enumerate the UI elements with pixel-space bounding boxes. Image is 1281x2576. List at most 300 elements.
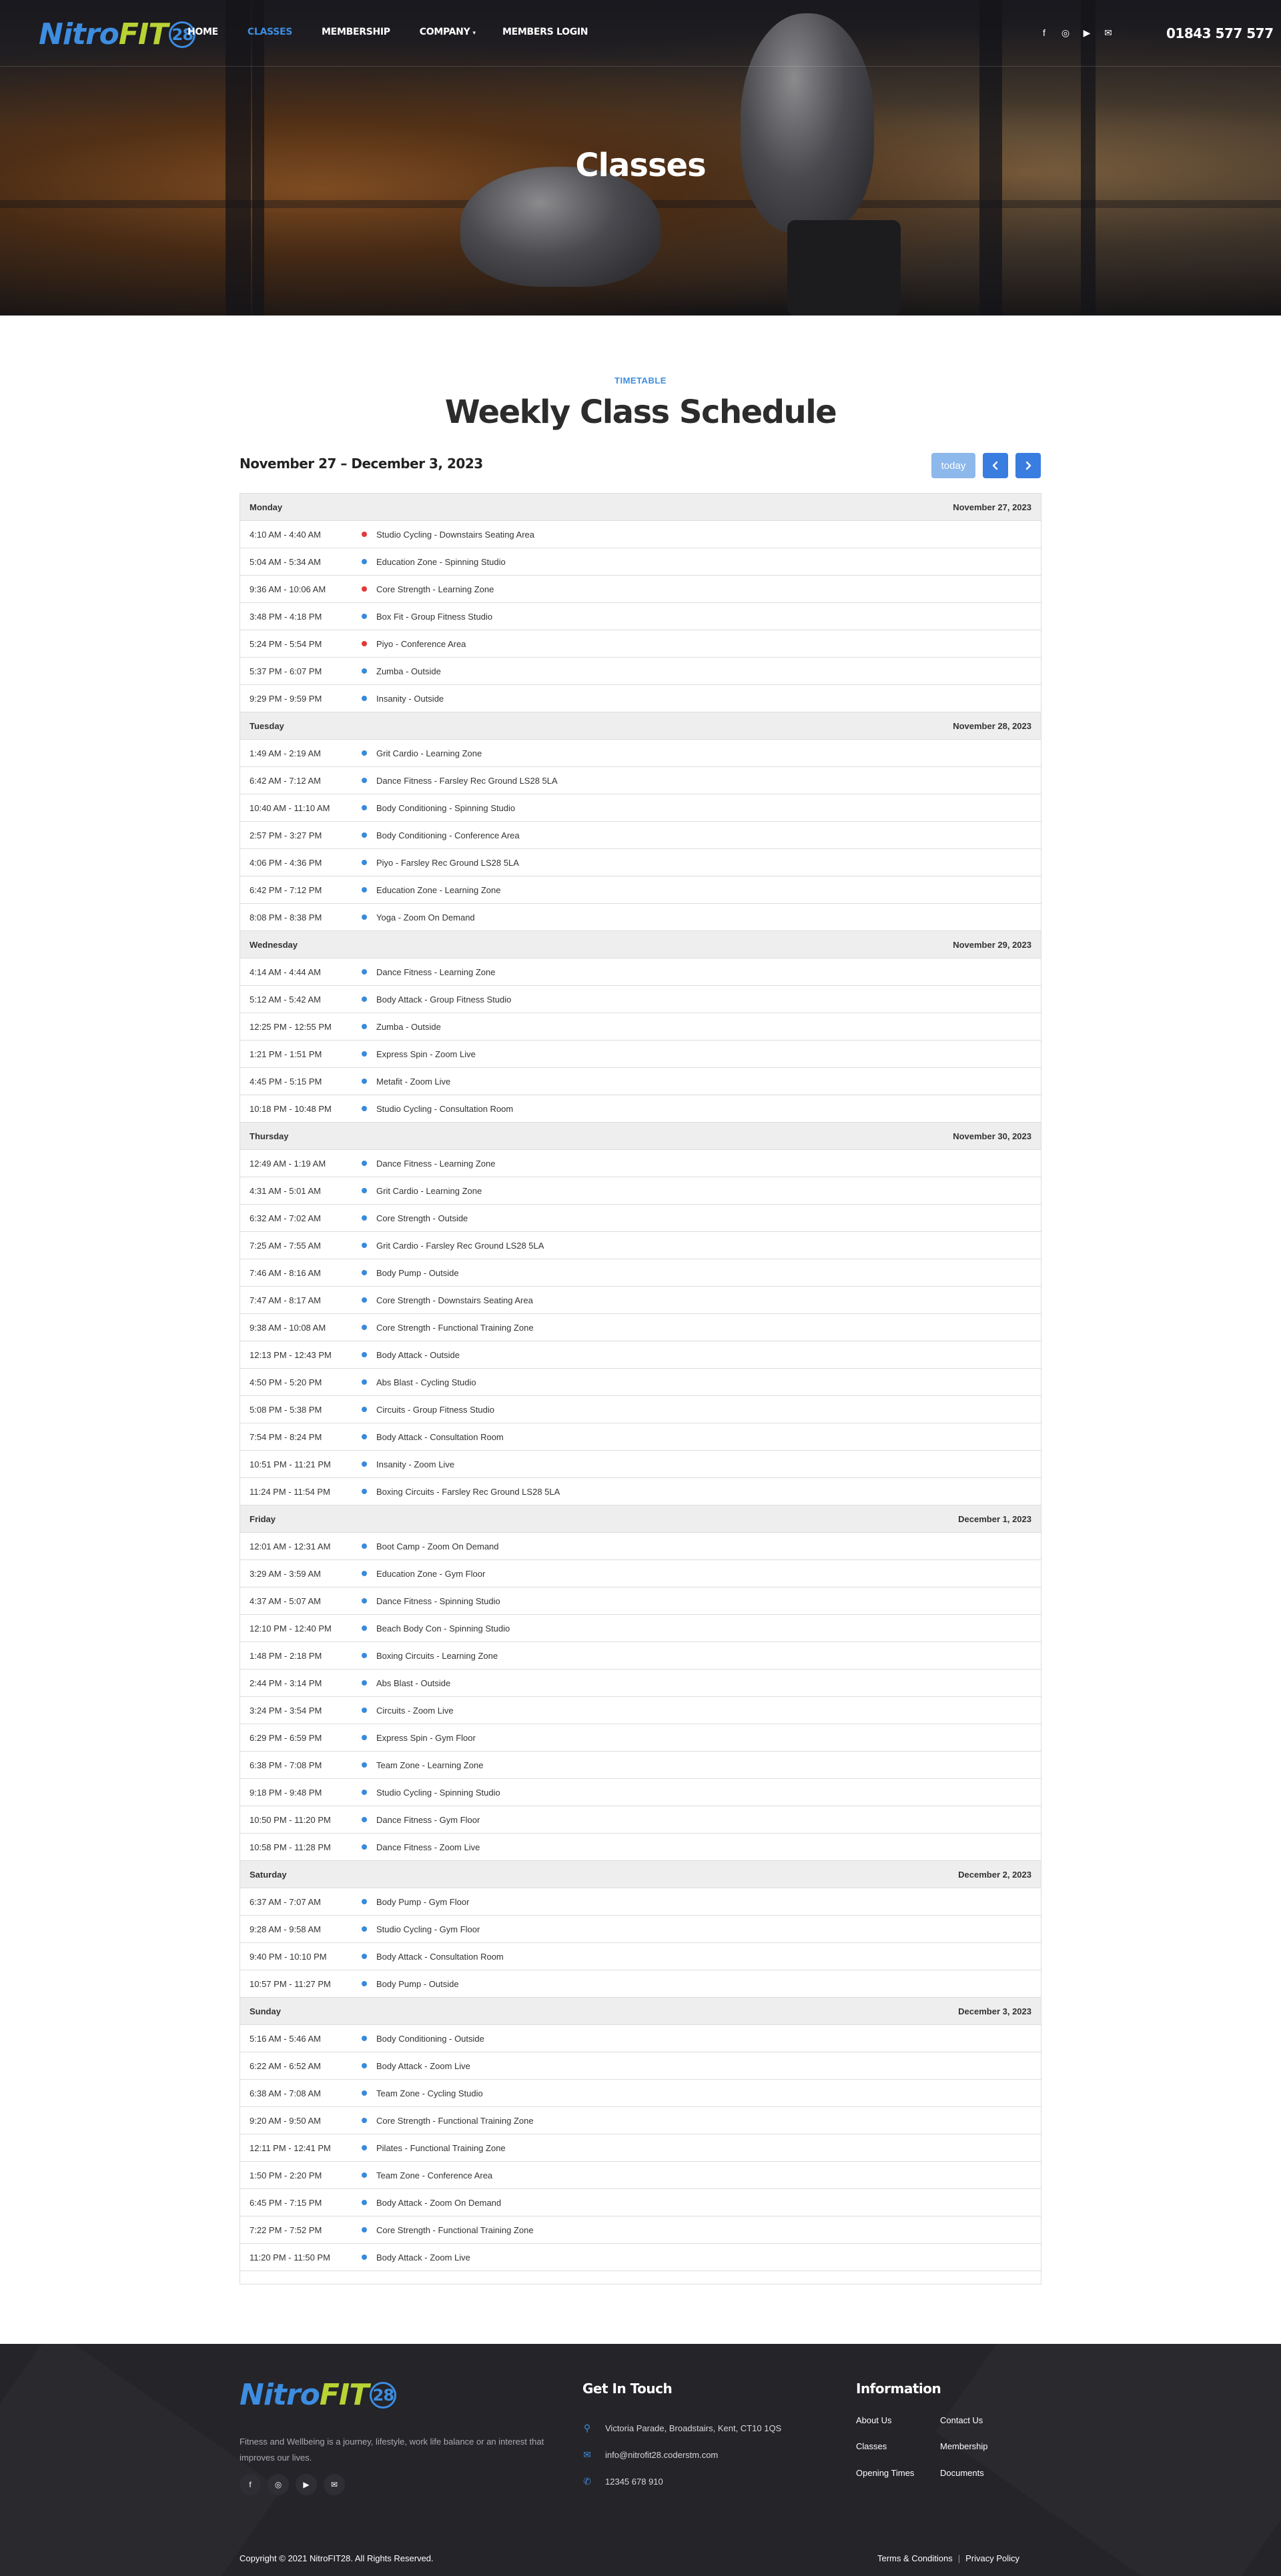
event-row[interactable]	[240, 1916, 1041, 1943]
event-title[interactable]: Dance Fitness - Farsley Rec Ground LS28 5LA	[376, 775, 558, 786]
logo-badge: 28	[169, 21, 195, 48]
nav-item-classes[interactable]: CLASSES	[247, 27, 293, 37]
event-row[interactable]	[240, 1478, 1041, 1505]
event-time: 5:37 PM - 6:07 PM	[250, 666, 322, 676]
instagram-icon[interactable]: ◎	[268, 2474, 289, 2495]
event-title[interactable]: Box Fit - Group Fitness Studio	[376, 611, 493, 622]
site-footer	[0, 2344, 1281, 2576]
location-pin-icon: ⚲	[583, 2423, 591, 2433]
event-title[interactable]: Education Zone - Gym Floor	[376, 1568, 486, 1579]
event-row[interactable]	[240, 603, 1041, 630]
event-time: 11:24 PM - 11:54 PM	[250, 1486, 330, 1497]
event-title[interactable]: Dance Fitness - Zoom Live	[376, 1842, 480, 1852]
event-title[interactable]: Zumba - Outside	[376, 1021, 441, 1032]
event-time: 5:08 PM - 5:38 PM	[250, 1404, 322, 1415]
event-dot-icon	[362, 860, 367, 865]
footer-link-documents[interactable]: Documents	[940, 2468, 984, 2478]
event-row[interactable]	[240, 1533, 1041, 1560]
event-dot-icon	[362, 832, 367, 838]
hero-athlete-figure	[460, 167, 661, 287]
event-dot-icon	[362, 2145, 367, 2150]
event-row[interactable]	[240, 876, 1041, 904]
nav-item-members-login[interactable]: MEMBERS LOGIN	[502, 27, 588, 37]
event-row[interactable]	[240, 2134, 1041, 2162]
event-row[interactable]	[240, 1615, 1041, 1642]
section-kicker: TIMETABLE	[614, 376, 667, 386]
event-title[interactable]: Body Attack - Consultation Room	[376, 1431, 504, 1442]
event-dot-icon	[362, 1680, 367, 1686]
event-dot-icon	[362, 1790, 367, 1795]
footer-link-membership[interactable]: Membership	[940, 2441, 988, 2451]
event-row[interactable]	[240, 1752, 1041, 1779]
prev-week-button[interactable]	[983, 453, 1008, 478]
event-dot-icon	[362, 1161, 367, 1166]
event-time: 12:13 PM - 12:43 PM	[250, 1349, 332, 1360]
event-dot-icon	[362, 1489, 367, 1494]
event-row[interactable]	[240, 2025, 1041, 2052]
event-title[interactable]: Body Conditioning - Outside	[376, 2033, 484, 2044]
event-title[interactable]: Grit Cardio - Learning Zone	[376, 748, 482, 758]
day-header-sunday	[240, 1998, 1041, 2025]
nav-item-company[interactable]: COMPANY	[419, 27, 470, 37]
day-name: Sunday	[250, 2006, 281, 2016]
event-title[interactable]: Metafit - Zoom Live	[376, 1076, 451, 1087]
event-time: 9:28 AM - 9:58 AM	[250, 1924, 321, 1934]
event-title[interactable]: Grit Cardio - Farsley Rec Ground LS28 5LA	[376, 1240, 544, 1251]
event-time: 3:48 PM - 4:18 PM	[250, 611, 322, 622]
event-time: 10:57 PM - 11:27 PM	[250, 1978, 331, 1989]
day-header-friday	[240, 1505, 1041, 1533]
day-name: Wednesday	[250, 939, 298, 950]
event-dot-icon	[362, 1926, 367, 1932]
footer-link-about-us[interactable]: About Us	[856, 2415, 892, 2425]
event-title[interactable]: Team Zone - Conference Area	[376, 2170, 493, 2180]
event-title[interactable]: Body Attack - Zoom Live	[376, 2252, 470, 2263]
footer-tagline: Fitness and Wellbeing is a journey, lifestyle, work life balance or an interest that improves our lives.	[240, 2437, 544, 2463]
event-row[interactable]	[240, 1806, 1041, 1834]
event-title[interactable]: Dance Fitness - Gym Floor	[376, 1814, 480, 1825]
event-dot-icon	[362, 914, 367, 920]
event-title[interactable]: Core Strength - Functional Training Zone	[376, 2115, 534, 2126]
event-title[interactable]: Core Strength - Functional Training Zone	[376, 1322, 534, 1333]
event-dot-icon	[362, 641, 367, 646]
event-title[interactable]: Pilates - Functional Training Zone	[376, 2142, 506, 2153]
event-dot-icon	[362, 1844, 367, 1850]
day-name: Tuesday	[250, 720, 284, 731]
event-row[interactable]	[240, 2244, 1041, 2271]
event-dot-icon	[362, 1598, 367, 1603]
event-time: 4:06 PM - 4:36 PM	[250, 857, 322, 868]
event-time: 1:21 PM - 1:51 PM	[250, 1049, 322, 1059]
event-time: 6:37 AM - 7:07 AM	[250, 1896, 321, 1907]
event-time: 1:50 PM - 2:20 PM	[250, 2170, 322, 2180]
hero-banner	[0, 0, 1281, 315]
event-title[interactable]: Dance Fitness - Learning Zone	[376, 967, 496, 977]
event-time: 5:24 PM - 5:54 PM	[250, 638, 322, 649]
event-row[interactable]	[240, 849, 1041, 876]
event-time: 6:22 AM - 6:52 AM	[250, 2060, 321, 2071]
day-name: Saturday	[250, 1869, 287, 1880]
event-title[interactable]: Express Spin - Zoom Live	[376, 1049, 476, 1059]
event-title[interactable]: Education Zone - Learning Zone	[376, 884, 501, 895]
event-row[interactable]	[240, 958, 1041, 986]
event-time: 1:48 PM - 2:18 PM	[250, 1650, 322, 1661]
event-time: 4:31 AM - 5:01 AM	[250, 1185, 321, 1196]
link-separator: |	[957, 2553, 961, 2563]
event-dot-icon	[362, 1270, 367, 1275]
day-date: November 28, 2023	[953, 720, 1031, 731]
day-date: December 1, 2023	[958, 1513, 1031, 1524]
information-heading: Information	[856, 2381, 941, 2397]
event-time: 4:37 AM - 5:07 AM	[250, 1595, 321, 1606]
event-title[interactable]: Circuits - Group Fitness Studio	[376, 1404, 495, 1415]
event-row[interactable]	[240, 630, 1041, 658]
event-title[interactable]: Body Conditioning - Spinning Studio	[376, 802, 516, 813]
event-dot-icon	[362, 1981, 367, 1986]
event-time: 12:11 PM - 12:41 PM	[250, 2142, 331, 2153]
event-row[interactable]	[240, 1451, 1041, 1478]
event-dot-icon	[362, 778, 367, 783]
event-title[interactable]: Boxing Circuits - Farsley Rec Ground LS28 5LA	[376, 1486, 560, 1497]
event-time: 6:38 PM - 7:08 PM	[250, 1760, 322, 1770]
day-name: Monday	[250, 502, 283, 512]
day-header-thursday	[240, 1123, 1041, 1150]
event-dot-icon	[362, 559, 367, 564]
event-title[interactable]: Studio Cycling - Gym Floor	[376, 1924, 480, 1934]
event-time: 6:42 AM - 7:12 AM	[250, 775, 321, 786]
event-row[interactable]	[240, 658, 1041, 685]
contact-heading: Get In Touch	[582, 2381, 673, 2397]
event-time: 5:12 AM - 5:42 AM	[250, 994, 321, 1005]
event-row[interactable]	[240, 1314, 1041, 1341]
event-row[interactable]	[240, 1396, 1041, 1423]
phone-icon: ✆	[583, 2476, 591, 2487]
event-title[interactable]: Core Strength - Outside	[376, 1213, 468, 1223]
day-header-wednesday	[240, 931, 1041, 958]
event-dot-icon	[362, 1352, 367, 1357]
copyright: Copyright © 2021 NitroFIT28. All Rights Reserved.	[240, 2553, 434, 2563]
contact-address	[582, 2423, 781, 2434]
event-time: 6:42 PM - 7:12 PM	[250, 884, 322, 895]
email-icon[interactable]: ✉	[324, 2474, 345, 2495]
event-dot-icon	[362, 1543, 367, 1549]
header-social-links	[1038, 27, 1114, 39]
event-dot-icon	[362, 1215, 367, 1221]
event-title[interactable]: Piyo - Conference Area	[376, 638, 466, 649]
event-row[interactable]	[240, 767, 1041, 794]
event-time: 10:51 PM - 11:21 PM	[250, 1459, 331, 1469]
event-time: 1:49 AM - 2:19 AM	[250, 748, 321, 758]
facebook-icon[interactable]: f	[240, 2474, 261, 2495]
event-title[interactable]: Core Strength - Functional Training Zone	[376, 2224, 534, 2235]
event-title[interactable]: Body Attack - Consultation Room	[376, 1951, 504, 1962]
event-time: 12:49 AM - 1:19 AM	[250, 1158, 326, 1169]
event-dot-icon	[362, 1079, 367, 1084]
event-dot-icon	[362, 1188, 367, 1193]
event-dot-icon	[362, 887, 367, 892]
event-time: 5:04 AM - 5:34 AM	[250, 556, 321, 567]
event-title[interactable]: Studio Cycling - Consultation Room	[376, 1103, 514, 1114]
nav-item-home[interactable]: HOME	[187, 27, 218, 37]
event-dot-icon	[362, 2172, 367, 2178]
contact-phone[interactable]	[582, 2476, 663, 2487]
today-button[interactable]: today	[931, 453, 975, 478]
event-time: 3:24 PM - 3:54 PM	[250, 1705, 322, 1716]
event-row[interactable]	[240, 576, 1041, 603]
event-row[interactable]	[240, 1697, 1041, 1724]
event-title[interactable]: Body Attack - Outside	[376, 1349, 460, 1360]
event-time: 10:50 PM - 11:20 PM	[250, 1814, 331, 1825]
event-dot-icon	[362, 696, 367, 701]
event-row[interactable]	[240, 521, 1041, 548]
section-title: Weekly Class Schedule	[444, 394, 837, 431]
event-dot-icon	[362, 969, 367, 975]
event-row[interactable]	[240, 1232, 1041, 1259]
event-row[interactable]	[240, 1068, 1041, 1095]
event-dot-icon	[362, 1461, 367, 1467]
event-time: 7:22 PM - 7:52 PM	[250, 2224, 322, 2235]
youtube-icon[interactable]: ▶	[1083, 27, 1091, 38]
event-dot-icon	[362, 1708, 367, 1713]
event-time: 7:25 AM - 7:55 AM	[250, 1240, 321, 1251]
event-row[interactable]	[240, 904, 1041, 931]
footer-link-contact-us[interactable]: Contact Us	[940, 2415, 983, 2425]
event-dot-icon	[362, 1626, 367, 1631]
address-text: Victoria Parade, Broadstairs, Kent, CT10 1QS	[605, 2423, 782, 2433]
event-title[interactable]: Piyo - Farsley Rec Ground LS28 5LA	[376, 857, 519, 868]
event-row[interactable]	[240, 1587, 1041, 1615]
event-row[interactable]	[240, 1724, 1041, 1752]
event-row[interactable]	[240, 1834, 1041, 1861]
footer-legal-links	[877, 2553, 1019, 2563]
hero-plyo-box	[787, 220, 901, 315]
event-dot-icon	[362, 1735, 367, 1740]
event-dot-icon	[362, 1817, 367, 1822]
day-name: Thursday	[250, 1131, 289, 1141]
page-title: Classes	[575, 147, 706, 184]
event-time: 6:32 AM - 7:02 AM	[250, 1213, 321, 1223]
event-row[interactable]	[240, 1095, 1041, 1123]
chevron-right-icon	[1023, 461, 1033, 470]
event-row[interactable]	[240, 2107, 1041, 2134]
event-dot-icon	[362, 586, 367, 592]
event-row[interactable]	[240, 1287, 1041, 1314]
chevron-left-icon	[991, 461, 1000, 470]
phone-link[interactable]: 12345 678 910	[605, 2477, 663, 2487]
instagram-icon[interactable]: ◎	[1061, 27, 1070, 38]
event-title[interactable]: Circuits - Zoom Live	[376, 1705, 454, 1716]
event-title[interactable]: Dance Fitness - Spinning Studio	[376, 1595, 500, 1606]
day-header-saturday	[240, 1861, 1041, 1888]
event-title[interactable]: Team Zone - Cycling Studio	[376, 2088, 483, 2098]
envelope-icon: ✉	[583, 2449, 591, 2460]
privacy-link[interactable]: Privacy Policy	[965, 2553, 1020, 2563]
event-dot-icon	[362, 1954, 367, 1959]
event-time: 9:36 AM - 10:06 AM	[250, 584, 326, 594]
event-row[interactable]	[240, 1341, 1041, 1369]
event-row[interactable]	[240, 2162, 1041, 2189]
event-time: 9:40 PM - 10:10 PM	[250, 1951, 327, 1962]
event-time: 8:08 PM - 8:38 PM	[250, 912, 322, 922]
event-row[interactable]	[240, 1779, 1041, 1806]
logo-text-fit: FIT	[319, 2378, 369, 2412]
event-title[interactable]: Studio Cycling - Downstairs Seating Area	[376, 529, 535, 540]
event-title[interactable]: Team Zone - Learning Zone	[376, 1760, 484, 1770]
event-title[interactable]: Abs Blast - Cycling Studio	[376, 1377, 476, 1387]
event-time: 12:10 PM - 12:40 PM	[250, 1623, 332, 1634]
day-header-monday	[240, 494, 1041, 521]
header-phone[interactable]: 01843 577 577	[1166, 25, 1274, 41]
event-time: 9:38 AM - 10:08 AM	[250, 1322, 326, 1333]
event-title[interactable]: Body Pump - Outside	[376, 1978, 459, 1989]
event-title[interactable]: Body Pump - Outside	[376, 1267, 459, 1278]
footer-bg-shape	[935, 2344, 1281, 2576]
event-dot-icon	[362, 2036, 367, 2041]
event-dot-icon	[362, 1407, 367, 1412]
event-title[interactable]: Dance Fitness - Learning Zone	[376, 1158, 496, 1169]
main-navbar	[0, 0, 1281, 67]
event-row[interactable]	[240, 1041, 1041, 1068]
event-row[interactable]	[240, 1642, 1041, 1670]
event-row[interactable]	[240, 1369, 1041, 1396]
event-title[interactable]: Body Attack - Group Fitness Studio	[376, 994, 512, 1005]
event-time: 4:50 PM - 5:20 PM	[250, 1377, 322, 1387]
event-dot-icon	[362, 750, 367, 756]
date-range-title: November 27 – December 3, 2023	[240, 456, 483, 472]
event-title[interactable]: Yoga - Zoom On Demand	[376, 912, 475, 922]
event-dot-icon	[362, 1379, 367, 1385]
event-row[interactable]	[240, 1205, 1041, 1232]
contact-email[interactable]	[582, 2449, 718, 2461]
event-row[interactable]	[240, 1177, 1041, 1205]
email-link[interactable]: info@nitrofit28.coderstm.com	[605, 2450, 719, 2460]
event-time: 12:25 PM - 12:55 PM	[250, 1021, 332, 1032]
event-title[interactable]: Body Attack - Zoom On Demand	[376, 2197, 502, 2208]
event-title[interactable]: Core Strength - Downstairs Seating Area	[376, 1295, 533, 1305]
event-time: 5:16 AM - 5:46 AM	[250, 2033, 321, 2044]
event-row[interactable]	[240, 986, 1041, 1013]
event-row[interactable]	[240, 2216, 1041, 2244]
event-dot-icon	[362, 2200, 367, 2205]
event-row[interactable]	[240, 1013, 1041, 1041]
logo-text-fit: FIT	[118, 17, 168, 51]
event-dot-icon	[362, 1106, 367, 1111]
event-dot-icon	[362, 1653, 367, 1658]
event-time: 10:58 PM - 11:28 PM	[250, 1842, 331, 1852]
event-title[interactable]: Express Spin - Gym Floor	[376, 1732, 476, 1743]
event-time: 2:44 PM - 3:14 PM	[250, 1678, 322, 1688]
event-row[interactable]	[240, 685, 1041, 712]
event-title[interactable]: Insanity - Zoom Live	[376, 1459, 455, 1469]
email-icon[interactable]: ✉	[1104, 27, 1112, 38]
schedule-list	[240, 493, 1041, 2285]
event-title[interactable]: Zumba - Outside	[376, 666, 441, 676]
event-row[interactable]	[240, 1423, 1041, 1451]
event-dot-icon	[362, 614, 367, 619]
event-dot-icon	[362, 2255, 367, 2260]
event-row[interactable]	[240, 2080, 1041, 2107]
event-time: 10:18 PM - 10:48 PM	[250, 1103, 332, 1114]
terms-link[interactable]: Terms & Conditions	[877, 2553, 953, 2563]
event-dot-icon	[362, 2090, 367, 2096]
event-dot-icon	[362, 2063, 367, 2068]
event-dot-icon	[362, 1297, 367, 1303]
event-time: 4:14 AM - 4:44 AM	[250, 967, 321, 977]
event-time: 7:46 AM - 8:16 AM	[250, 1267, 321, 1278]
event-row[interactable]	[240, 548, 1041, 576]
event-title[interactable]: Grit Cardio - Learning Zone	[376, 1185, 482, 1196]
footer-link-opening-times[interactable]: Opening Times	[856, 2468, 915, 2478]
event-row[interactable]	[240, 2052, 1041, 2080]
event-time: 11:20 PM - 11:50 PM	[250, 2252, 330, 2263]
event-row[interactable]	[240, 2189, 1041, 2216]
nav-menu	[187, 27, 617, 37]
event-time: 2:57 PM - 3:27 PM	[250, 830, 322, 840]
youtube-icon[interactable]: ▶	[296, 2474, 317, 2495]
event-dot-icon	[362, 1434, 367, 1439]
event-title[interactable]: Abs Blast - Outside	[376, 1678, 451, 1688]
day-date: November 29, 2023	[953, 939, 1031, 950]
event-row[interactable]	[240, 740, 1041, 767]
event-dot-icon	[362, 805, 367, 810]
facebook-icon[interactable]: f	[1043, 27, 1045, 38]
event-row[interactable]	[240, 1970, 1041, 1998]
event-title[interactable]: Core Strength - Learning Zone	[376, 584, 494, 594]
event-row[interactable]	[240, 822, 1041, 849]
nav-item-membership[interactable]: MEMBERSHIP	[322, 27, 390, 37]
day-date: December 3, 2023	[958, 2006, 1031, 2016]
event-row[interactable]	[240, 1150, 1041, 1177]
day-date: November 30, 2023	[953, 1131, 1031, 1141]
event-title[interactable]: Boot Camp - Zoom On Demand	[376, 1541, 499, 1551]
logo-text-nitro: Nitro	[240, 2378, 320, 2412]
event-row[interactable]	[240, 1670, 1041, 1697]
event-title[interactable]: Studio Cycling - Spinning Studio	[376, 1787, 500, 1798]
event-row[interactable]	[240, 794, 1041, 822]
event-title[interactable]: Insanity - Outside	[376, 693, 444, 704]
footer-logo[interactable]	[240, 2378, 396, 2412]
event-dot-icon	[362, 1571, 367, 1576]
event-dot-icon	[362, 2118, 367, 2123]
day-header-tuesday	[240, 712, 1041, 740]
event-time: 7:47 AM - 8:17 AM	[250, 1295, 321, 1305]
event-title[interactable]: Body Pump - Gym Floor	[376, 1896, 470, 1907]
event-time: 7:54 PM - 8:24 PM	[250, 1431, 322, 1442]
next-week-button[interactable]	[1015, 453, 1041, 478]
logo-text-nitro: Nitro	[39, 17, 119, 51]
event-row[interactable]	[240, 1259, 1041, 1287]
event-title[interactable]: Boxing Circuits - Learning Zone	[376, 1650, 498, 1661]
site-logo[interactable]	[39, 17, 195, 51]
event-title[interactable]: Body Conditioning - Conference Area	[376, 830, 520, 840]
footer-link-classes[interactable]: Classes	[856, 2441, 887, 2451]
event-time: 9:18 PM - 9:48 PM	[250, 1787, 322, 1798]
event-time: 6:45 PM - 7:15 PM	[250, 2197, 322, 2208]
event-dot-icon	[362, 532, 367, 537]
event-row[interactable]	[240, 1560, 1041, 1587]
event-dot-icon	[362, 1762, 367, 1768]
event-title[interactable]: Beach Body Con - Spinning Studio	[376, 1623, 510, 1634]
event-row[interactable]	[240, 1888, 1041, 1916]
event-dot-icon	[362, 1024, 367, 1029]
event-title[interactable]: Education Zone - Spinning Studio	[376, 556, 506, 567]
event-time: 12:01 AM - 12:31 AM	[250, 1541, 331, 1551]
event-dot-icon	[362, 997, 367, 1002]
event-row[interactable]	[240, 1943, 1041, 1970]
schedule-rows	[240, 494, 1041, 2271]
event-title[interactable]: Body Attack - Zoom Live	[376, 2060, 470, 2071]
event-time: 9:29 PM - 9:59 PM	[250, 693, 322, 704]
